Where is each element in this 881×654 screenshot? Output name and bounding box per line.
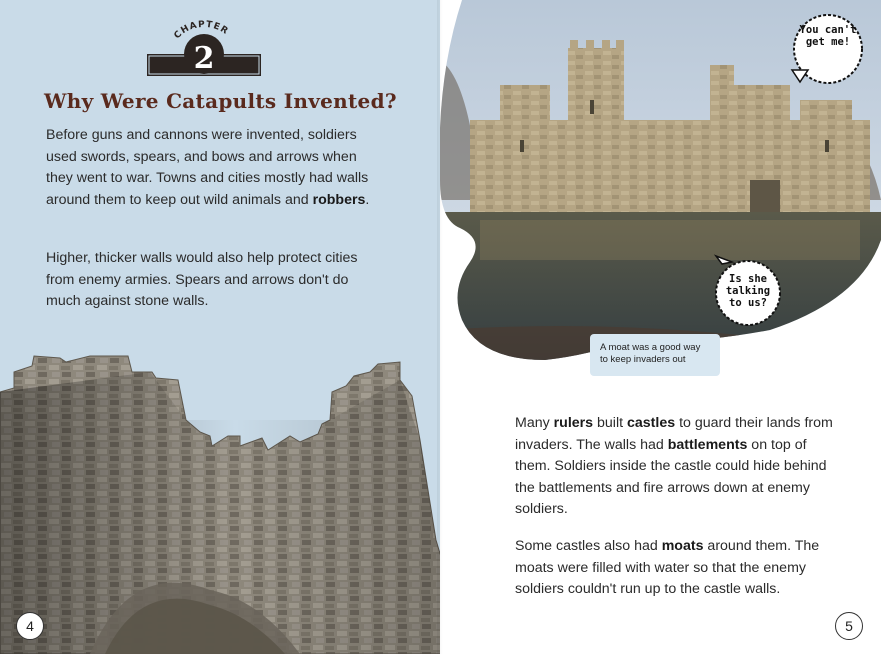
photo-caption: A moat was a good way to keep invaders out xyxy=(590,334,720,376)
text-run: Some castles also had xyxy=(515,538,662,554)
paragraph-moats xyxy=(515,536,845,601)
paragraph-guns-and-walls xyxy=(46,125,376,211)
chapter-badge xyxy=(143,14,265,82)
speech-bubble-bottom-text: Is she talking to us? xyxy=(725,273,771,309)
speech-bubble-top-text: You can't get me! xyxy=(799,24,857,48)
chapter-label: CHAPTER xyxy=(172,19,231,42)
text-run: Many xyxy=(515,415,554,431)
chapter-title: Why Were Catapults Invented? xyxy=(44,89,397,113)
page-number-left: 4 xyxy=(16,612,44,640)
paragraph-thicker-walls xyxy=(46,248,366,313)
bold-term: moats xyxy=(661,538,704,554)
text-run: on top of them. Soldiers inside the castle could hide behind the battlements and fire arrows down at enemy soldiers. xyxy=(515,436,827,518)
text-run: . xyxy=(365,191,370,208)
paragraph-castles xyxy=(515,413,845,521)
bold-term: rulers xyxy=(553,415,594,431)
text-run: Before guns and cannons were invented, soldiers used swords, spears, and bows and arrows when they went to war. Towns and cities mostly had walls around them to keep out wild animals and xyxy=(46,127,369,208)
text-run: to guard their lands from invaders. The walls had xyxy=(515,415,833,453)
chapter-number: 2 xyxy=(193,41,215,76)
castle-moat-photo xyxy=(440,0,881,380)
text-run: around them. The moats were filled with water so that the enemy soldiers couldn't run up to the castle walls. xyxy=(515,538,820,598)
page-number-right: 5 xyxy=(835,612,863,640)
bold-term: robbers xyxy=(312,191,366,208)
text-run: Higher, thicker walls would also help protect cities from enemy armies. Spears and arrows don't do much against stone walls. xyxy=(46,250,358,310)
bold-term: castles xyxy=(627,415,676,431)
left-page xyxy=(0,0,440,654)
text-run: built xyxy=(593,415,627,431)
bold-term: battlements xyxy=(667,436,748,453)
